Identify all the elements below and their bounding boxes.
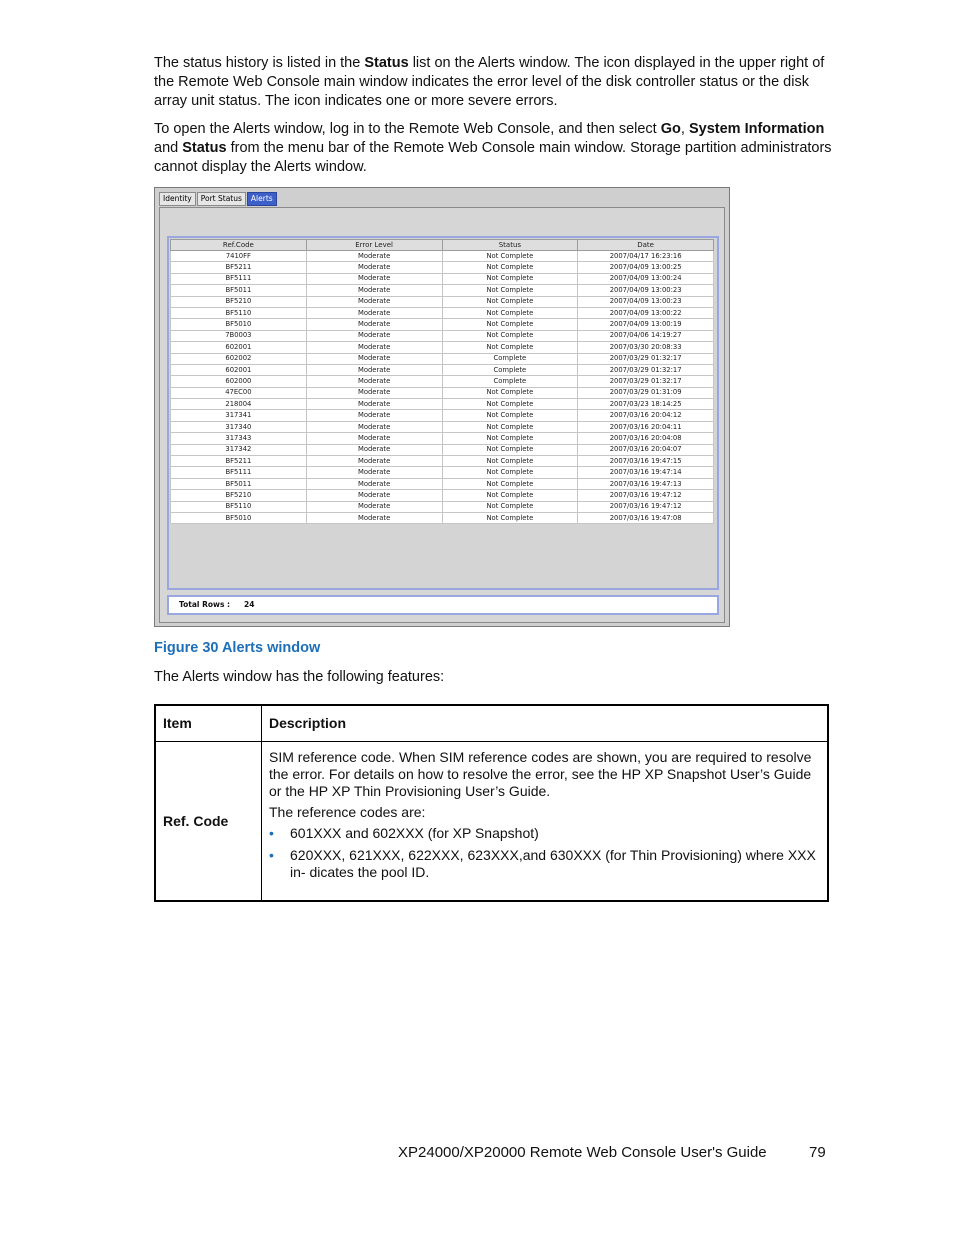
features-intro: The Alerts window has the following features: xyxy=(154,669,445,685)
cell-error-level: Moderate xyxy=(306,387,442,398)
cell-status: Not Complete xyxy=(442,273,578,284)
cell-date: 2007/04/09 13:00:25 xyxy=(578,262,714,273)
status-term: Status xyxy=(182,140,227,156)
cell-error-level: Moderate xyxy=(306,364,442,375)
table-row[interactable] xyxy=(171,262,714,273)
cell-date: 2007/03/16 19:47:12 xyxy=(578,490,714,501)
table-row[interactable] xyxy=(171,478,714,489)
cell-status: Not Complete xyxy=(442,262,578,273)
cell-date: 2007/03/16 20:04:12 xyxy=(578,410,714,421)
alerts-table-container[interactable] xyxy=(167,236,719,590)
column-header-ref-code[interactable]: Ref.Code xyxy=(171,240,307,251)
table-row[interactable] xyxy=(171,512,714,523)
cell-date: 2007/03/16 20:04:08 xyxy=(578,433,714,444)
cell-ref-code: 317343 xyxy=(171,433,307,444)
header-description: Description xyxy=(262,705,829,742)
cell-status: Not Complete xyxy=(442,285,578,296)
cell-status: Not Complete xyxy=(442,307,578,318)
cell-date: 2007/03/29 01:31:09 xyxy=(578,387,714,398)
table-row[interactable] xyxy=(171,319,714,330)
item-ref-code: Ref. Code xyxy=(155,742,262,902)
cell-ref-code: BF5210 xyxy=(171,490,307,501)
cell-error-level: Moderate xyxy=(306,342,442,353)
cell-date: 2007/04/06 14:19:27 xyxy=(578,330,714,341)
cell-status: Not Complete xyxy=(442,410,578,421)
table-row[interactable] xyxy=(171,444,714,455)
cell-ref-code: BF5010 xyxy=(171,319,307,330)
alerts-table xyxy=(170,239,714,524)
cell-status: Not Complete xyxy=(442,330,578,341)
cell-status: Not Complete xyxy=(442,512,578,523)
cell-ref-code: 7410FF xyxy=(171,251,307,262)
status-term: Status xyxy=(364,55,409,71)
cell-status: Not Complete xyxy=(442,433,578,444)
system-information-term: System Information xyxy=(688,121,825,137)
page-number: 79 xyxy=(809,1144,826,1161)
column-header-error-level[interactable]: Error Level xyxy=(306,240,442,251)
features-table xyxy=(154,704,829,902)
cell-date: 2007/04/09 13:00:23 xyxy=(578,296,714,307)
list-item xyxy=(269,825,820,842)
table-row[interactable] xyxy=(171,307,714,318)
intro-text: , xyxy=(680,121,689,137)
cell-date: 2007/03/16 19:47:13 xyxy=(578,478,714,489)
cell-error-level: Moderate xyxy=(306,353,442,364)
cell-date: 2007/03/29 01:32:17 xyxy=(578,364,714,375)
intro-text: To open the Alerts window, log in to the Remote Web Console, and then select xyxy=(154,121,661,137)
cell-ref-code: BF5211 xyxy=(171,456,307,467)
table-row[interactable] xyxy=(171,353,714,364)
cell-status: Complete xyxy=(442,376,578,387)
header-item: Item xyxy=(155,705,262,742)
cell-date: 2007/03/23 18:14:25 xyxy=(578,399,714,410)
table-row[interactable] xyxy=(171,285,714,296)
cell-date: 2007/03/30 20:08:33 xyxy=(578,342,714,353)
go-term: Go xyxy=(660,121,681,137)
total-rows-label: Total Rows : xyxy=(179,600,231,609)
cell-ref-code: 317340 xyxy=(171,421,307,432)
table-row[interactable] xyxy=(171,376,714,387)
cell-error-level: Moderate xyxy=(306,512,442,523)
cell-error-level: Moderate xyxy=(306,330,442,341)
cell-status: Not Complete xyxy=(442,478,578,489)
intro-paragraph-2 xyxy=(154,120,834,177)
cell-status: Not Complete xyxy=(442,342,578,353)
list-item-text: 620XXX, 621XXX, 622XXX, 623XXX,and 630XXX (for Thin Provisioning) where XXX in- dicates the pool ID. xyxy=(290,847,816,880)
cell-ref-code: BF5110 xyxy=(171,501,307,512)
cell-ref-code: 602000 xyxy=(171,376,307,387)
cell-date: 2007/03/29 01:32:17 xyxy=(578,376,714,387)
intro-text: from the menu bar of the Remote Web Console main window. Storage partition administrators cannot display the Alerts window. xyxy=(154,140,832,175)
cell-error-level: Moderate xyxy=(306,410,442,421)
cell-date: 2007/03/16 19:47:12 xyxy=(578,501,714,512)
cell-ref-code: 317342 xyxy=(171,444,307,455)
bullet-icon: • xyxy=(269,825,274,841)
intro-text: The status history is listed in the xyxy=(154,55,365,71)
cell-status: Not Complete xyxy=(442,296,578,307)
table-row[interactable] xyxy=(171,433,714,444)
cell-error-level: Moderate xyxy=(306,251,442,262)
column-header-status[interactable]: Status xyxy=(442,240,578,251)
cell-date: 2007/04/09 13:00:19 xyxy=(578,319,714,330)
cell-ref-code: 317341 xyxy=(171,410,307,421)
cell-ref-code: 602001 xyxy=(171,364,307,375)
cell-status: Not Complete xyxy=(442,399,578,410)
list-item xyxy=(269,847,820,881)
reference-code-list xyxy=(269,825,820,881)
cell-status: Complete xyxy=(442,364,578,375)
intro-text: and xyxy=(154,140,183,156)
table-row[interactable] xyxy=(171,467,714,478)
cell-date: 2007/04/09 13:00:22 xyxy=(578,307,714,318)
tab-identity[interactable]: Identity xyxy=(159,192,196,206)
total-rows-bar xyxy=(167,595,719,615)
cell-status: Not Complete xyxy=(442,501,578,512)
cell-date: 2007/03/16 19:47:15 xyxy=(578,456,714,467)
tab-alerts[interactable]: Alerts xyxy=(247,192,277,206)
cell-error-level: Moderate xyxy=(306,376,442,387)
cell-status: Not Complete xyxy=(442,467,578,478)
table-row[interactable] xyxy=(171,251,714,262)
cell-date: 2007/03/29 01:32:17 xyxy=(578,353,714,364)
cell-ref-code: 7B0003 xyxy=(171,330,307,341)
cell-ref-code: BF5211 xyxy=(171,262,307,273)
cell-status: Complete xyxy=(442,353,578,364)
description-cell xyxy=(262,742,829,902)
cell-error-level: Moderate xyxy=(306,501,442,512)
cell-ref-code: BF5210 xyxy=(171,296,307,307)
description-paragraph: SIM reference code. When SIM reference codes are shown, you are required to resolve the error. For details on how to resolve the error, see the HP XP Snapshot User’s Guide or the HP XP Thin Provisioning User’s Guide. xyxy=(269,749,812,799)
table-row[interactable] xyxy=(171,410,714,421)
column-header-date[interactable]: Date xyxy=(578,240,714,251)
cell-status: Not Complete xyxy=(442,387,578,398)
bullet-icon: • xyxy=(269,847,274,863)
cell-error-level: Moderate xyxy=(306,319,442,330)
description-paragraph: The reference codes are: xyxy=(269,804,426,820)
cell-error-level: Moderate xyxy=(306,262,442,273)
table-row[interactable] xyxy=(171,330,714,341)
cell-status: Not Complete xyxy=(442,319,578,330)
features-header-row xyxy=(155,705,828,742)
cell-date: 2007/03/16 20:04:07 xyxy=(578,444,714,455)
table-row[interactable] xyxy=(171,296,714,307)
table-row[interactable] xyxy=(171,490,714,501)
cell-error-level: Moderate xyxy=(306,478,442,489)
intro-paragraph-1 xyxy=(154,54,834,111)
cell-error-level: Moderate xyxy=(306,421,442,432)
footer-title: XP24000/XP20000 Remote Web Console User's Guide xyxy=(398,1144,767,1161)
cell-date: 2007/04/09 13:00:24 xyxy=(578,273,714,284)
cell-ref-code: 218004 xyxy=(171,399,307,410)
table-row[interactable] xyxy=(171,364,714,375)
cell-error-level: Moderate xyxy=(306,399,442,410)
cell-error-level: Moderate xyxy=(306,467,442,478)
cell-ref-code: BF5011 xyxy=(171,478,307,489)
table-row xyxy=(155,742,828,902)
cell-ref-code: 47EC00 xyxy=(171,387,307,398)
cell-date: 2007/03/16 19:47:08 xyxy=(578,512,714,523)
cell-ref-code: BF5110 xyxy=(171,307,307,318)
cell-ref-code: 602002 xyxy=(171,353,307,364)
total-rows-value: 24 xyxy=(244,600,255,609)
cell-status: Not Complete xyxy=(442,456,578,467)
table-header-row xyxy=(171,240,714,251)
table-row[interactable] xyxy=(171,342,714,353)
cell-ref-code: BF5111 xyxy=(171,467,307,478)
cell-status: Not Complete xyxy=(442,490,578,501)
cell-ref-code: BF5111 xyxy=(171,273,307,284)
table-row[interactable] xyxy=(171,501,714,512)
cell-error-level: Moderate xyxy=(306,490,442,501)
cell-ref-code: BF5010 xyxy=(171,512,307,523)
cell-status: Not Complete xyxy=(442,444,578,455)
cell-ref-code: 602001 xyxy=(171,342,307,353)
table-row[interactable] xyxy=(171,399,714,410)
cell-error-level: Moderate xyxy=(306,285,442,296)
alerts-window-screenshot xyxy=(154,187,730,627)
tab-bar xyxy=(159,192,278,206)
cell-status: Not Complete xyxy=(442,251,578,262)
cell-date: 2007/04/17 16:23:16 xyxy=(578,251,714,262)
cell-error-level: Moderate xyxy=(306,433,442,444)
figure-caption: Figure 30 Alerts window xyxy=(154,640,321,656)
alerts-panel xyxy=(159,207,725,623)
table-row[interactable] xyxy=(171,456,714,467)
tab-port-status[interactable]: Port Status xyxy=(197,192,246,206)
table-row[interactable] xyxy=(171,387,714,398)
cell-error-level: Moderate xyxy=(306,444,442,455)
cell-status: Not Complete xyxy=(442,421,578,432)
intro-text: list on the Alerts window. The icon displayed in the upper right of the Remote Web Console main window indicates the error level of the disk controller status or the disk array unit status. The icon indicates one or more severe errors. xyxy=(154,55,825,109)
cell-ref-code: BF5011 xyxy=(171,285,307,296)
cell-date: 2007/03/16 20:04:11 xyxy=(578,421,714,432)
cell-date: 2007/03/16 19:47:14 xyxy=(578,467,714,478)
table-row[interactable] xyxy=(171,273,714,284)
cell-error-level: Moderate xyxy=(306,273,442,284)
table-row[interactable] xyxy=(171,421,714,432)
cell-date: 2007/04/09 13:00:23 xyxy=(578,285,714,296)
cell-error-level: Moderate xyxy=(306,307,442,318)
cell-error-level: Moderate xyxy=(306,456,442,467)
list-item-text: 601XXX and 602XXX (for XP Snapshot) xyxy=(290,825,539,841)
cell-error-level: Moderate xyxy=(306,296,442,307)
